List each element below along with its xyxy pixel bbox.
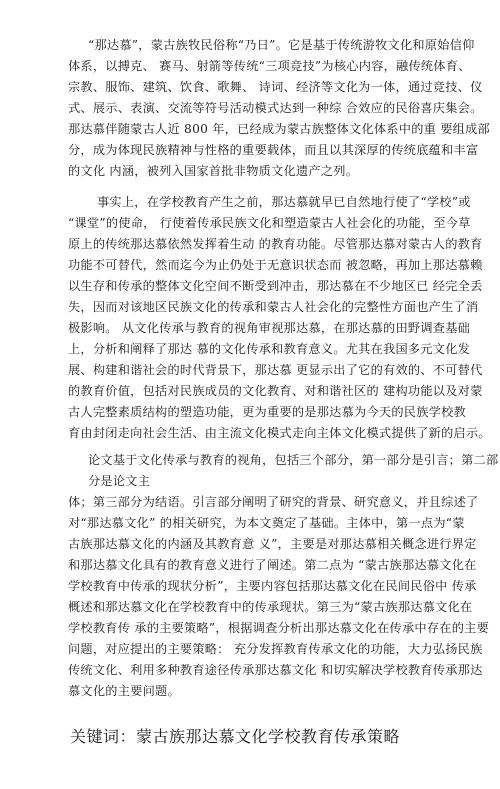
- paragraph-2-line-1: 事实上，在学校教育产生之前，那达慕就早已自然地行使了“学校”或: [97, 195, 471, 209]
- paragraph-2-line-5: 以生存和传承的整体文化空间不断受到冲击，那达慕在不少地区已 经完全丢: [68, 279, 483, 293]
- paragraph-2-line-2: “课堂”的使命， 行使着传承民族文化和塑造蒙古人社会化的功能，至今草: [68, 216, 471, 230]
- paragraph-2-line-9: 展、构建和谐社会的时代背景下，那达慕 更显示出了它的有效的、不可替代: [68, 363, 483, 377]
- paragraph-3-line-11: 传统文化、利用多种教育途径传承那达慕文化 和切实解决学校教育传承那达: [68, 663, 483, 677]
- paragraph-1-line-6: 分，成为体现民族精神与性格的重要载体，而且以其深厚的传统底蕴和丰富: [68, 143, 479, 157]
- paragraph-1-line-2: 体系，以搏克、 赛马、射箭等传统“三项竞技”为核心内容，融传统体育、: [68, 59, 471, 73]
- paragraph-3-line-9: 学校教育传 承的主要策略”，根据调查分析出那达慕文化在传承中存在的主要: [68, 621, 490, 635]
- paragraph-3-line-5: 古族那达慕文化的内涵及其教育意 义”，主要是对那达慕相关概念进行界定: [68, 537, 477, 551]
- paragraph-1-line-7: 的文化 内涵，被列入国家首批非物质文化遗产之列。: [68, 164, 359, 178]
- paragraph-2-line-3: 原上的传统那达慕依然发挥着生动 的教育功能。尽管那达慕对蒙古人的教育: [68, 237, 483, 251]
- paragraph-2-line-11: 古人完整素质结构的塑造功能，更为重要的是那达慕为今天的民族学校教: [68, 405, 466, 419]
- paragraph-3-line-7: 学校教育中传承的现状分析”，主要内容包括那达慕文化在民间民俗中 传承: [68, 579, 477, 593]
- paragraph-3-line-10: 问题，对应提出的主要策略： 充分发挥教育传承文化的功能，大力弘扬民族: [68, 642, 483, 656]
- paragraph-1-line-4: 式、展示、表演、交流等符号活动模式达到一种综 合效应的民俗喜庆集会。: [68, 101, 483, 115]
- paragraph-1-line-5: 那达慕伴随蒙古人近 800 年，已经成为蒙古族整体文化体系中的重 要组成部: [68, 122, 490, 136]
- paragraph-3-line-4: 对“那达慕文化” 的相关研究，为本文奠定了基础。主体中，第一点为“蒙: [68, 516, 465, 530]
- paragraph-1-line-3: 宗教、服饰、建筑、饮食、歌舞、 诗词、经济等文化为一体，通过竞技、仪: [68, 80, 483, 94]
- paragraph-3-line-12: 慕文化的主要问题。: [68, 684, 180, 698]
- paragraph-2-line-4: 功能不可替代，然而迄今为止仍处于无意识状态而 被忽略，再加上那达慕赖: [68, 258, 483, 272]
- paragraph-2-line-10: 的教育价值，包括对民族成员的文化教育、对和谐社区的 建构功能以及对蒙: [68, 384, 483, 398]
- paragraph-2-line-7: 极影响。 从文化传承与教育的视角审视那达慕，在那达慕的田野调查基础: [68, 321, 471, 335]
- paragraph-2-line-8: 上，分析和阐释了那达 慕的文化传承和教育意义。尤其在我国多元文化发: [68, 342, 471, 356]
- keywords-line: 关键词：蒙古族那达慕文化学校教育传承策略: [70, 727, 401, 746]
- paragraph-1-line-1: “那达慕”，蒙古族牧民俗称“乃日”。它是基于传统游牧文化和原始信仰: [88, 38, 475, 52]
- paragraph-3-line-1: 论文基于文化传承与教育的视角，包括三个部分，第一部分是引言；第二部: [88, 453, 499, 467]
- paragraph-2-line-6: 失，因而对该地区民族文化的传承和蒙古人社会化的完整性方面也产生了消: [68, 300, 479, 314]
- paragraph-3-line-6: 和那达慕文化具有的教育意义进行了阐述。第二点为 “蒙古族那达慕文化在: [68, 558, 477, 572]
- paragraph-3-line-3: 体；第三部分为结语。引言部分阐明了研究的背景、研究意义，并且综述了: [68, 495, 479, 509]
- paragraph-3-line-8: 概述和那达慕文化在学校教育中的传承现状。第三为“蒙古族那达慕文化在: [68, 600, 473, 614]
- paragraph-2-line-12: 育由封闭走向社会生活、由主流文化模式走向主体文化模式提供了新的启示。: [68, 426, 491, 440]
- paragraph-3-line-2: 分是论文主: [88, 474, 151, 488]
